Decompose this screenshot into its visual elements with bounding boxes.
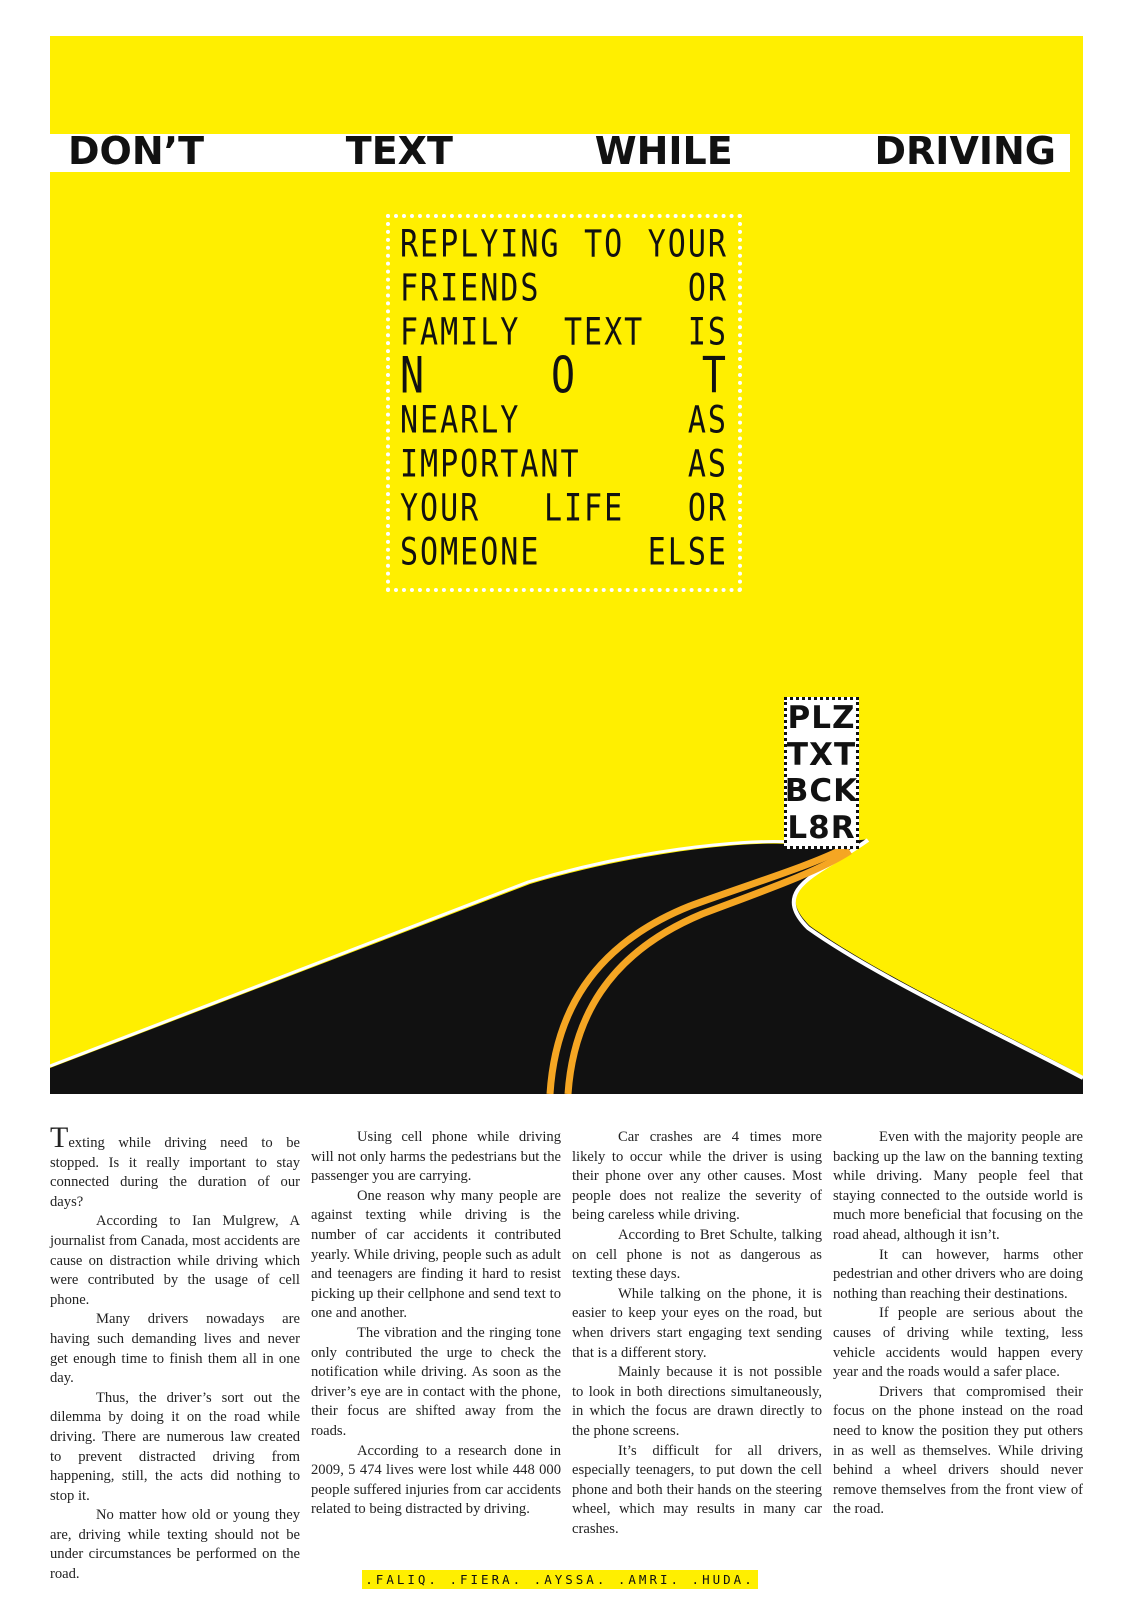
article-paragraph: Many drivers nowadays are having such demanding lives and never get enough time to finish them all in one day. [50,1311,300,1387]
road-sign [784,697,859,849]
title-word: TEXT [345,129,453,173]
message-word: LIFE [543,486,625,530]
article-paragraph: Drivers that compromised their focus on the phone instead on the road need to know the position they put others in as well as themselves. While driving behind a wheel drivers should never remove themselves from the front view of the road. [833,1383,1083,1518]
article-paragraph: Even with the majority people are backing up the law on the banning texting while driving. Many people feel that staying connected to the outside world is much more beneficial that focusing on the road ahead, although it isn’t. [833,1129,1083,1243]
article-column [311,1128,561,1548]
article-paragraph: According to Ian Mulgrew, A journalist from Canada, most accidents are cause on distraction while driving which were contributed by the usage of cell phone. [50,1213,300,1308]
message-line [400,525,728,580]
drop-cap: T [50,1121,69,1154]
message-word: REPLYING [400,222,561,266]
road-surface [50,840,1083,1094]
message-word: AS [687,442,728,486]
message-word: OR [687,266,728,310]
article-paragraph: If people are serious about the causes of driving while texting, less vehicle accidents would happen every year and the roads would a safer place. [833,1305,1083,1381]
sign-line: TXT [786,736,857,773]
sign-line: PLZ [787,700,856,737]
message-word: IS [687,310,728,354]
sign-line: L8R [787,809,856,846]
article-column [50,1121,300,1583]
message-word: TEXT [564,310,645,354]
author-credits: .FALIQ. .FIERA. .AYSSA. .AMRI. .HUDA. [362,1570,758,1589]
article-paragraph: Thus, the driver’s sort out the dilemma by doing it on the road while driving. There are numerous law created to prevent distracted driving from happening, still, the acts did nothing to stop it. [50,1389,300,1504]
message-word: O [550,347,578,405]
message-word: AS [687,398,728,442]
article-paragraph: One reason why many people are against texting while driving is the number of car accidents it contributed yearly. While driving, people such as adult and teenagers are finding it hard to resist picking up their cellphone and send text to one and another. [311,1187,561,1322]
message-word: IMPORTANT [400,442,581,486]
article-paragraph: Using cell phone while driving will not only harms the pedestrians but the passenger you are carrying. [311,1129,561,1185]
article-paragraph: According to a research done in 2009, 5 474 lives were lost while 448 000 people suffered injuries from car accidents related to being distracted by driving. [311,1442,561,1518]
article-paragraph: Texting while driving need to be stopped. Is it really important to stay connected during the duration of our days? [50,1121,300,1210]
article-paragraph: Mainly because it is not possible to look in both directions simultaneously, in which the focus are drawn directly to the phone screens. [572,1364,822,1439]
article-paragraph: The vibration and the ringing tone only contributed the urge to check the notification while driving. As soon as the driver’s eye are in contact with the phone, their focus are shifted away from the roads. [311,1324,561,1439]
article-paragraph: According to Bret Schulte, talking on cell phone is not as dangerous as texting these days. [572,1226,822,1283]
article-column [572,1128,822,1548]
sign-line: BCK [784,773,859,810]
message-box [386,214,742,592]
title-word: DRIVING [874,129,1056,173]
article-paragraph: It’s difficult for all drivers, especially teenagers, to put down the cell phone and both their hands on the steering wheel, which may results in many car crashes. [572,1442,822,1537]
article-paragraph: It can however, harms other pedestrian and other drivers who are doing nothing than reaching their destinations. [833,1246,1083,1302]
message-word: SOMEONE [400,530,541,574]
message-word: FRIENDS [400,266,541,310]
article-paragraph: Car crashes are 4 times more likely to occur while the driver is using their phone over any other causes. Most people does not realize the severity of being careless while driving. [572,1129,822,1224]
message-word: FAMILY [400,310,521,354]
article-paragraph: No matter how old or young they are, driving while texting should not be under circumstances be performed on the road. [50,1507,300,1583]
poster-title [50,128,1080,174]
message-word: T [701,347,728,405]
article-paragraph: While talking on the phone, it is easier to keep your eyes on the road, but when drivers start engaging text sending that is a different story. [572,1285,822,1361]
title-word: DON’T [68,129,205,173]
message-word: TO [584,222,625,266]
message-word: OR [687,486,728,530]
article-column [833,1128,1083,1548]
message-word: NEARLY [400,398,521,442]
message-word: ELSE [647,530,728,574]
message-word: YOUR [647,222,728,266]
message-word: N [400,347,427,405]
message-word: YOUR [400,486,481,530]
title-word: WHILE [594,129,733,173]
